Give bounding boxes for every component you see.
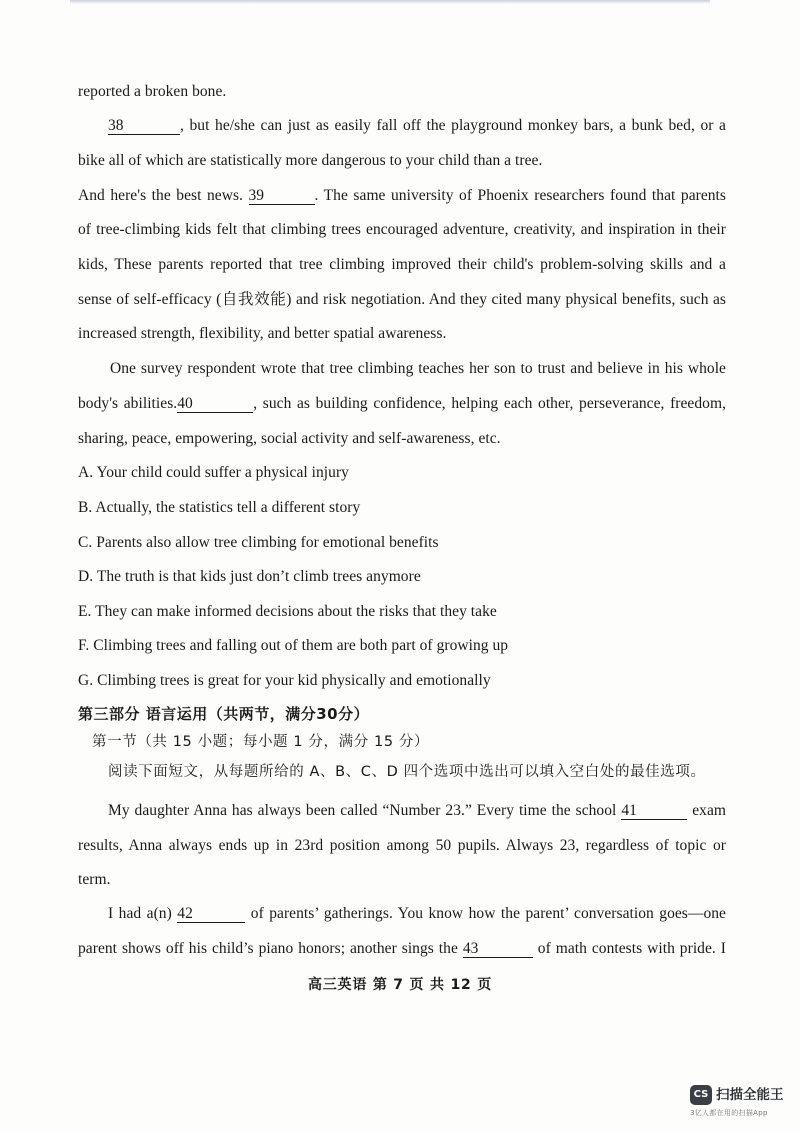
passage-line xyxy=(78,290,726,310)
passage-text: of parents’ gatherings. You know how the parent’ conversation goes—one xyxy=(250,905,726,922)
passage-line xyxy=(78,186,726,206)
passage-line xyxy=(78,359,726,379)
passage-text: My daughter Anna has always been called “Number 23.” Every time the school xyxy=(108,802,617,819)
blank-42: 42 xyxy=(177,905,245,923)
passage-text: . The same university of Phoenix researchers found that parents xyxy=(314,187,726,204)
passage-text: sense of self-efficacy (自我效能) and risk negotiation. And they cited many physical benefits, such as xyxy=(78,291,726,308)
watermark-tagline: 3亿人都在用的扫描App xyxy=(690,1109,768,1117)
option-a: A. Your child could suffer a physical injury xyxy=(78,464,349,481)
page-footer: 高三英语 第 7 页 共 12 页 xyxy=(307,977,493,993)
passage-text: , but he/she can just as easily fall off the playground monkey bars, a bunk bed, or a xyxy=(180,117,726,134)
passage-line xyxy=(78,220,726,240)
scanner-watermark xyxy=(690,1083,795,1123)
passage-text: results, Anna always ends up in 23rd position among 50 pupils. Always 23, regardless of topic or xyxy=(78,837,726,854)
part-title: 第三部分 语言运用（共两节，满分30分） xyxy=(78,705,370,723)
passage-text: reported a broken bone. xyxy=(78,83,227,100)
passage-text: sharing, peace, empowering, social activity and self-awareness, etc. xyxy=(78,430,501,447)
passage-text: , such as building confidence, helping each other, perseverance, freedom, xyxy=(253,395,726,412)
passage-text: parent shows off his child’s piano honors; another sings the xyxy=(78,940,458,957)
passage-text: of math contests with pride. I xyxy=(537,940,726,957)
passage-line xyxy=(78,116,726,136)
cloze-line xyxy=(78,801,726,821)
instruction: 阅读下面短文，从每题所给的 A、B、C、D 四个选项中选出可以填入空白处的最佳选项。 xyxy=(108,764,706,780)
camscanner-logo-icon: CS xyxy=(690,1085,712,1105)
passage-text: term. xyxy=(78,871,111,888)
passage-line xyxy=(78,324,726,344)
option-b: B. Actually, the statistics tell a different story xyxy=(78,499,361,516)
passage-text: of tree-climbing kids felt that climbing trees encouraged adventure, creativity, and inspiration in their xyxy=(78,221,726,238)
blank-41: 41 xyxy=(621,802,687,820)
passage-text: body's abilities. xyxy=(78,395,178,412)
blank-38: 38 xyxy=(108,117,180,135)
blank-43: 43 xyxy=(463,940,533,958)
option-e: E. They can make informed decisions about the risks that they take xyxy=(78,603,497,620)
blank-40: 40 xyxy=(177,395,253,413)
cloze-line xyxy=(78,836,726,856)
option-g: G. Climbing trees is great for your kid physically and emotionally xyxy=(78,672,491,689)
passage-text: One survey respondent wrote that tree climbing teaches her son to trust and believe in his whole xyxy=(110,360,726,377)
cloze-line xyxy=(78,904,726,924)
option-c: C. Parents also allow tree climbing for emotional benefits xyxy=(78,534,439,551)
blank-39: 39 xyxy=(249,187,315,205)
option-d: D. The truth is that kids just don’t climb trees anymore xyxy=(78,568,421,585)
scan-edge-shadow xyxy=(70,0,710,4)
passage-text: increased strength, flexibility, and better spatial awareness. xyxy=(78,325,447,342)
passage-line xyxy=(78,394,726,414)
passage-text: exam xyxy=(692,802,726,819)
cloze-line xyxy=(78,870,726,890)
option-f: F. Climbing trees and falling out of them are both part of growing up xyxy=(78,637,509,654)
cloze-line xyxy=(78,939,726,959)
passage-text: And here's the best news. xyxy=(78,187,243,204)
watermark-brand: 扫描全能王 xyxy=(716,1087,784,1103)
passage-text: kids, These parents reported that tree climbing improved their child's problem-solving skills and a xyxy=(78,256,726,273)
passage-line xyxy=(78,151,726,171)
section-subtitle: 第一节（共 15 小题；每小题 1 分，满分 15 分） xyxy=(92,734,430,750)
passage-text: bike all of which are statistically more dangerous to your child than a tree. xyxy=(78,152,543,169)
passage-line xyxy=(78,429,726,449)
passage-line xyxy=(78,82,726,102)
passage-text: I had a(n) xyxy=(108,905,172,922)
passage-line xyxy=(78,255,726,275)
